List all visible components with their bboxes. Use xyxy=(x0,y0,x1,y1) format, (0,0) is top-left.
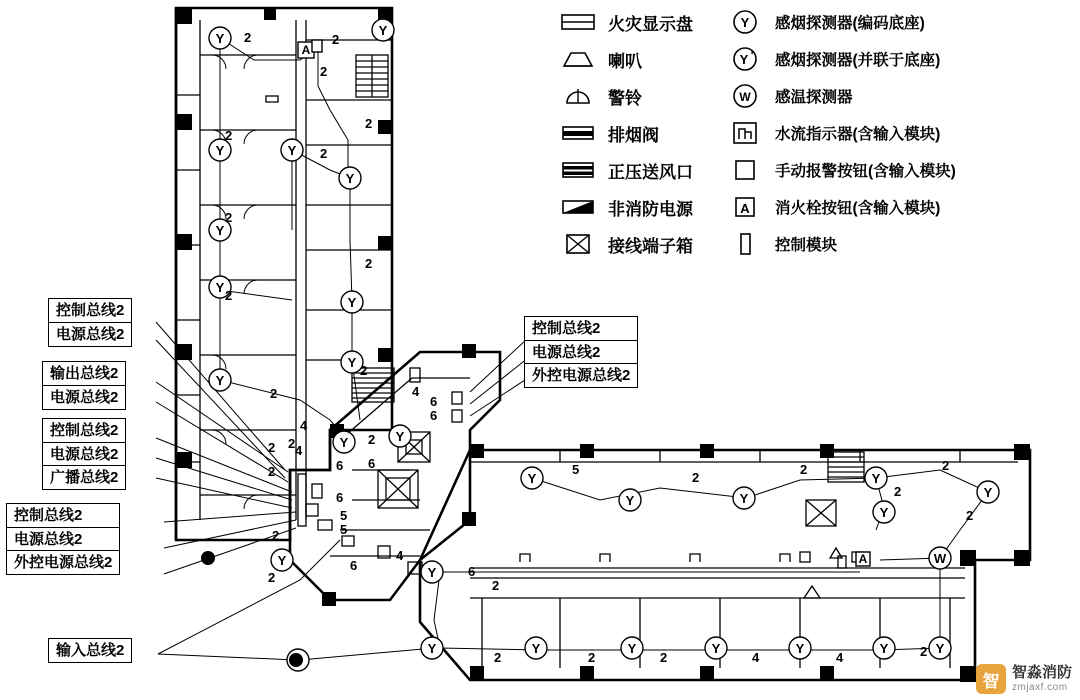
svg-text:2: 2 xyxy=(320,64,328,79)
control-module-icon xyxy=(727,231,763,257)
hydrant-button-icon xyxy=(727,194,763,220)
svg-text:2: 2 xyxy=(365,116,373,131)
svg-text:Y: Y xyxy=(740,15,750,30)
svg-text:Y: Y xyxy=(871,471,881,486)
svg-text:Y: Y xyxy=(795,641,805,656)
svg-text:2: 2 xyxy=(692,470,700,485)
bus-label: 电源总线2 xyxy=(48,322,132,347)
upper-left-tower-walls xyxy=(176,8,392,540)
smoke-exhaust-valve-icon xyxy=(560,120,596,146)
svg-text:Y: Y xyxy=(739,491,749,506)
svg-text:6: 6 xyxy=(430,408,438,423)
legend-label: 感烟探测器(编码底座) xyxy=(775,15,925,32)
svg-text:6: 6 xyxy=(336,490,344,505)
svg-text:6: 6 xyxy=(350,558,358,573)
legend-item-alarm-bell xyxy=(560,82,693,110)
svg-text:Y: Y xyxy=(627,641,637,656)
svg-text:Y: Y xyxy=(527,471,537,486)
watermark-logo: 智 xyxy=(976,664,1006,694)
svg-text:2: 2 xyxy=(588,650,596,665)
svg-text:Y: Y xyxy=(339,435,349,450)
bus-label: 电源总线2 xyxy=(524,340,638,365)
bus-label: 控制总线2 xyxy=(524,316,638,341)
svg-text:5: 5 xyxy=(340,508,348,523)
smoke-detector-parallel-base-icon xyxy=(727,46,763,72)
legend-item-fire-display-panel xyxy=(560,8,693,36)
legend-item-hydrant-button xyxy=(727,193,956,221)
bus-label-group-3 xyxy=(42,420,126,490)
svg-text:2: 2 xyxy=(268,464,276,479)
svg-text:Y: Y xyxy=(879,641,889,656)
svg-text:Y: Y xyxy=(347,295,357,310)
speaker-icon xyxy=(560,46,596,72)
legend-item-water-flow-indicator xyxy=(727,119,956,147)
svg-text:Y: Y xyxy=(395,429,405,444)
svg-text:2: 2 xyxy=(894,484,902,499)
svg-text:6: 6 xyxy=(336,458,344,473)
bus-label: 输出总线2 xyxy=(42,361,126,386)
svg-text:A: A xyxy=(858,552,868,566)
svg-text:2: 2 xyxy=(966,508,974,523)
svg-text:A: A xyxy=(740,201,750,216)
svg-text:2: 2 xyxy=(225,288,233,303)
legend-label: 非消防电源 xyxy=(608,199,693,219)
svg-text:5: 5 xyxy=(572,462,580,477)
svg-text:2: 2 xyxy=(225,128,233,143)
svg-text:2: 2 xyxy=(268,570,276,585)
svg-text:4: 4 xyxy=(836,650,844,665)
svg-text:6: 6 xyxy=(368,456,376,471)
svg-text:Y: Y xyxy=(277,553,287,568)
non-fire-power-icon xyxy=(560,194,596,220)
svg-text:2: 2 xyxy=(225,210,233,225)
legend-label: 感温探测器 xyxy=(775,89,853,106)
bus-label: 控制总线2 xyxy=(48,298,132,323)
svg-text:2: 2 xyxy=(494,650,502,665)
legend-item-smoke-detector-coded-base xyxy=(727,8,956,36)
svg-text:2: 2 xyxy=(272,528,280,543)
water-flow-indicator-icon xyxy=(727,120,763,146)
bus-label: 控制总线2 xyxy=(42,418,126,443)
svg-text:4: 4 xyxy=(396,548,404,563)
smoke-detector-coded-base-icon xyxy=(727,9,763,35)
svg-text:Y: Y xyxy=(427,565,437,580)
svg-text:Y: Y xyxy=(378,23,388,38)
legend-item-terminal-box xyxy=(560,230,693,258)
legend-label: 喇叭 xyxy=(608,51,642,71)
legend-label: 手动报警按钮(含输入模块) xyxy=(775,163,956,180)
svg-text:2: 2 xyxy=(660,650,668,665)
bus-label: 广播总线2 xyxy=(42,465,126,490)
bus-label-group-6 xyxy=(524,318,638,388)
watermark xyxy=(976,664,1072,694)
svg-text:4: 4 xyxy=(412,384,420,399)
legend-item-smoke-exhaust-valve xyxy=(560,119,693,147)
legend-item-manual-alarm-button xyxy=(727,156,956,184)
manual-alarm-button-icon xyxy=(727,157,763,183)
svg-text:Y: Y xyxy=(531,641,541,656)
svg-text:A: A xyxy=(301,43,311,57)
svg-text:4: 4 xyxy=(295,443,303,458)
legend-item-speaker xyxy=(560,45,693,73)
fire-display-panel-icon xyxy=(560,9,596,35)
svg-text:Y: Y xyxy=(287,143,297,158)
legend-item-non-fire-power xyxy=(560,193,693,221)
bus-label-group-1 xyxy=(48,300,132,347)
bus-label: 控制总线2 xyxy=(6,503,120,528)
svg-text:Y: Y xyxy=(215,31,225,46)
svg-text:2: 2 xyxy=(332,32,340,47)
heat-detector-icon xyxy=(727,83,763,109)
svg-text:Y: Y xyxy=(215,223,225,238)
svg-text:Y: Y xyxy=(983,485,993,500)
svg-text:2: 2 xyxy=(800,462,808,477)
bus-label: 电源总线2 xyxy=(42,385,126,410)
svg-text:Y: Y xyxy=(347,355,357,370)
svg-text:Y: Y xyxy=(215,373,225,388)
svg-text:Y: Y xyxy=(739,52,749,67)
legend-column-right xyxy=(727,8,956,258)
bus-label: 外控电源总线2 xyxy=(524,363,638,388)
bus-label-group-2 xyxy=(42,363,126,410)
svg-text:4: 4 xyxy=(752,650,760,665)
svg-text:2: 2 xyxy=(368,432,376,447)
svg-text:4: 4 xyxy=(300,418,308,433)
svg-text:2: 2 xyxy=(268,440,276,455)
svg-text:5: 5 xyxy=(340,522,348,537)
legend-column-left xyxy=(560,8,693,258)
svg-text:Y: Y xyxy=(427,641,437,656)
svg-text:2: 2 xyxy=(244,30,252,45)
svg-text:Y: Y xyxy=(711,641,721,656)
bus-label: 电源总线2 xyxy=(42,442,126,467)
bus-label: 外控电源总线2 xyxy=(6,550,120,575)
svg-text:W: W xyxy=(933,551,947,566)
svg-text:2: 2 xyxy=(288,436,296,451)
legend-item-control-module xyxy=(727,230,956,258)
svg-text:2: 2 xyxy=(920,644,928,659)
legend-item-heat-detector xyxy=(727,82,956,110)
legend-label: 接线端子箱 xyxy=(608,236,693,256)
legend-item-smoke-detector-parallel-base xyxy=(727,45,956,73)
svg-text:W: W xyxy=(739,90,751,104)
legend-label: 消火栓按钮(含输入模块) xyxy=(775,200,941,217)
legend-label: 水流指示器(含输入模块) xyxy=(775,126,941,143)
svg-text:Y: Y xyxy=(345,171,355,186)
svg-text:2: 2 xyxy=(360,363,368,378)
watermark-url: zmjaxf.com xyxy=(1011,681,1068,693)
svg-text:6: 6 xyxy=(468,564,476,579)
watermark-name: 智淼消防 xyxy=(1011,664,1072,682)
legend xyxy=(560,8,1072,258)
positive-pressure-air-supply-icon xyxy=(560,157,596,183)
svg-text:2: 2 xyxy=(492,578,500,593)
svg-text:': ' xyxy=(750,50,754,62)
legend-label: 控制模块 xyxy=(775,237,838,254)
svg-text:Y: Y xyxy=(625,493,635,508)
bus-label: 输入总线2 xyxy=(48,638,132,663)
alarm-bell-icon xyxy=(560,83,596,109)
svg-text:2: 2 xyxy=(320,146,328,161)
legend-label: 排烟阀 xyxy=(608,125,659,145)
legend-label: 警铃 xyxy=(608,88,642,108)
legend-label: 火灾显示盘 xyxy=(608,14,693,34)
legend-item-positive-pressure-air-supply xyxy=(560,156,693,184)
bus-label-group-4 xyxy=(6,505,120,575)
svg-text:Y: Y xyxy=(879,505,889,520)
legend-label: 感烟探测器(并联于底座) xyxy=(775,52,941,69)
svg-text:Y: Y xyxy=(215,280,225,295)
legend-label: 正压送风口 xyxy=(608,162,693,182)
terminal-box-icon xyxy=(560,231,596,257)
svg-text:Y: Y xyxy=(935,641,945,656)
svg-text:Y: Y xyxy=(215,143,225,158)
svg-text:2: 2 xyxy=(942,458,950,473)
bus-label-group-5 xyxy=(48,640,132,663)
svg-text:2: 2 xyxy=(270,386,278,401)
bus-label: 电源总线2 xyxy=(6,527,120,552)
svg-text:2: 2 xyxy=(365,256,373,271)
svg-text:6: 6 xyxy=(430,394,438,409)
